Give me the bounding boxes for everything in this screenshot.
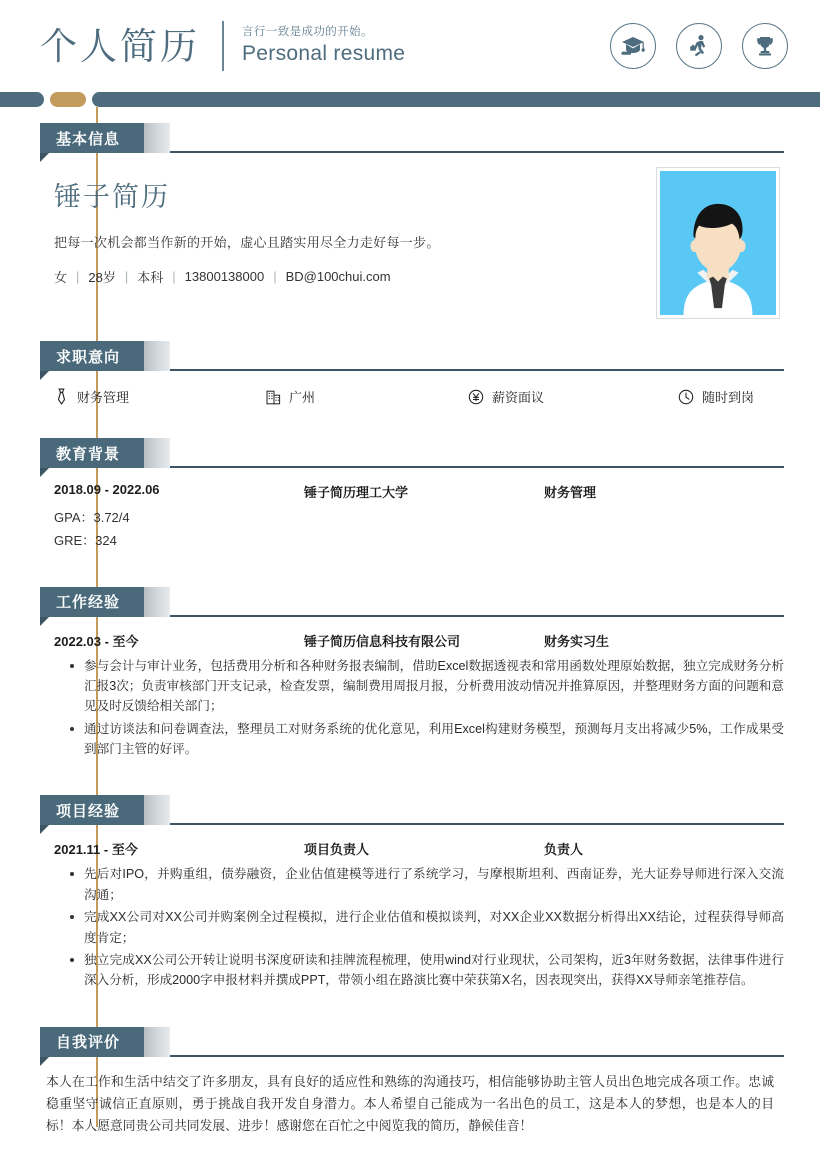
intention-position [54, 387, 266, 406]
meta-divider: | [172, 269, 176, 284]
list-item: 先后对IPO，并购重组，债券融资，企业估值建模等进行了系统学习，与摩根斯坦利、西南证券，光大证券导师进行深入交流沟通； [70, 864, 784, 905]
section-title: 基本信息 [40, 123, 144, 153]
title-divider [222, 21, 224, 71]
section-notch [40, 617, 49, 626]
yen-circle-icon [468, 389, 484, 405]
section-rule [170, 1055, 784, 1057]
job-intention-body [0, 371, 784, 406]
section-job-intention [0, 341, 784, 406]
list-item: 参与会计与审计业务，包括费用分析和各种财务报表编制，借助Excel数据透视表和常用函数处理原始数据，独立完成财务分析汇报3次；负责审核部门开支记录，检查发票，编制费用周报月报，分析费用波动情况并推算原因，并整理财务方面的问题和意见及时反馈给相关部门； [70, 656, 784, 717]
meta-divider: | [273, 269, 277, 284]
intention-location-label: 广州 [289, 390, 316, 405]
resume-content [0, 123, 820, 1137]
section-tab-tail [144, 1027, 170, 1057]
section-rule [170, 151, 784, 153]
section-header-work-experience [40, 587, 784, 617]
education-entry-header [54, 482, 784, 501]
work-date: 2022.03 - 至今 [54, 633, 139, 649]
section-rule [170, 823, 784, 825]
section-notch [40, 371, 49, 380]
candidate-name: 锤子简历 [54, 182, 170, 212]
page-title: 个人简历 [40, 25, 200, 67]
education-details [54, 507, 784, 553]
section-basic-info [0, 123, 784, 319]
section-rule [170, 615, 784, 617]
self-evaluation-body [0, 1057, 784, 1137]
section-title: 项目经验 [40, 795, 144, 825]
meta-phone: 13800138000 [184, 269, 265, 284]
title-block [40, 17, 405, 75]
work-entry-header [54, 631, 784, 650]
self-evaluation-text: 本人在工作和生活中结交了许多朋友，具有良好的适应性和熟练的沟通技巧，相信能够协助主管人员出色地完成各项工作。忠诚稳重坚守诚信正直原则，勇于挑战自我开发自身潜力。本人希望自己能成为一名出色的员工，这是本人的梦想，也是本人的目标！本人愿意同贵公司共同发展、进步！感谢您在百忙之中阅览我的简历，静候佳音！ [46, 1073, 774, 1133]
list-item: 完成XX公司对XX公司并购案例全过程模拟，进行企业估值和模拟谈判，对XX企业XX数据分析得出XX结论，过程获得导师高度肯定； [70, 907, 784, 948]
intention-salary [468, 387, 678, 406]
work-role: 财务实习生 [544, 633, 610, 649]
header-slogan: 言行一致是成功的开始。 [242, 26, 373, 39]
section-education [0, 438, 784, 553]
businessman-walking-icon [676, 23, 722, 69]
section-self-evaluation [0, 1027, 784, 1137]
project-date: 2021.11 - 至今 [54, 842, 138, 858]
section-notch [40, 1057, 49, 1066]
section-header-basic-info [40, 123, 784, 153]
section-header-job-intention [40, 341, 784, 371]
intention-salary-label: 薪资面议 [492, 390, 545, 405]
section-tab-tail [144, 341, 170, 371]
section-notch [40, 468, 49, 477]
education-gre: GRE：324 [54, 532, 117, 548]
graduation-cap-icon [610, 23, 656, 69]
trophy-icon [742, 23, 788, 69]
decorative-topbar [0, 92, 820, 107]
work-bullet-list [54, 656, 784, 760]
education-major: 财务管理 [544, 485, 597, 500]
education-body [0, 468, 784, 553]
basic-info-text [54, 167, 656, 286]
section-tab-tail [144, 438, 170, 468]
intention-location [266, 387, 468, 406]
section-header-self-evaluation [40, 1027, 784, 1057]
meta-email: BD@100chui.com [285, 269, 391, 284]
education-date: 2018.09 - 2022.06 [54, 482, 160, 497]
avatar-image [660, 171, 776, 315]
list-item: 独立完成XX公司公开转让说明书深度研读和挂牌流程梳理，使用wind对行业现状，公司架构，近3年财务数据，法律事件进行深入分析，形成2000字申报材料并撰成PPT，带领小组在路演比赛中荣获第X名，因表现突出，获得XX导师亲笔推荐信。 [70, 950, 784, 991]
avatar [656, 167, 780, 319]
candidate-meta [54, 267, 656, 286]
section-header-education [40, 438, 784, 468]
section-title: 求职意向 [40, 341, 144, 371]
candidate-tagline: 把每一次机会都当作新的开始，虚心且踏实用尽全力走好每一步。 [54, 235, 440, 250]
project-entry-header [54, 839, 784, 858]
section-notch [40, 153, 49, 162]
section-title: 工作经验 [40, 587, 144, 617]
education-school: 锤子简历理工大学 [304, 485, 409, 500]
section-rule [170, 466, 784, 468]
project-role: 负责人 [544, 842, 584, 858]
section-tab-tail [144, 587, 170, 617]
section-project-experience [0, 795, 784, 990]
meta-degree: 本科 [137, 270, 164, 285]
list-item: 通过访谈法和问卷调查法，整理员工对财务系统的优化意见，利用Excel构建财务模型，预测每月支出将减少5%，工作成果受到部门主管的好评。 [70, 719, 784, 760]
building-icon [266, 389, 281, 405]
basic-info-body [0, 153, 784, 319]
meta-divider: | [124, 269, 129, 284]
clock-icon [678, 389, 694, 405]
education-gpa: GPA：3.72/4 [54, 510, 130, 525]
topbar-segment-left [0, 92, 44, 107]
section-work-experience [0, 587, 784, 760]
meta-gender: 女 [54, 270, 68, 285]
work-experience-body [0, 617, 784, 760]
section-header-project-experience [40, 795, 784, 825]
section-tab-tail [144, 795, 170, 825]
meta-age: 28岁 [88, 270, 116, 285]
meta-divider: | [76, 269, 80, 284]
topbar-accent-dot [50, 92, 86, 107]
topbar-segment-right [92, 92, 820, 107]
project-bullet-list [54, 864, 784, 990]
section-notch [40, 825, 49, 834]
section-tab-tail [144, 123, 170, 153]
section-title: 教育背景 [40, 438, 144, 468]
work-company: 锤子简历信息科技有限公司 [304, 633, 461, 649]
project-experience-body [0, 825, 784, 990]
title-subtitle-group [242, 26, 405, 65]
section-rule [170, 369, 784, 371]
section-title: 自我评价 [40, 1027, 144, 1057]
intention-position-label: 财务管理 [77, 390, 130, 405]
intention-availability-label: 随时到岗 [702, 390, 755, 405]
header-icon-group [610, 23, 788, 69]
page-header [0, 0, 820, 92]
intention-availability [678, 387, 754, 406]
page-title-en: Personal resume [242, 41, 406, 65]
project-name: 项目负责人 [304, 842, 370, 858]
necktie-icon [54, 388, 69, 405]
